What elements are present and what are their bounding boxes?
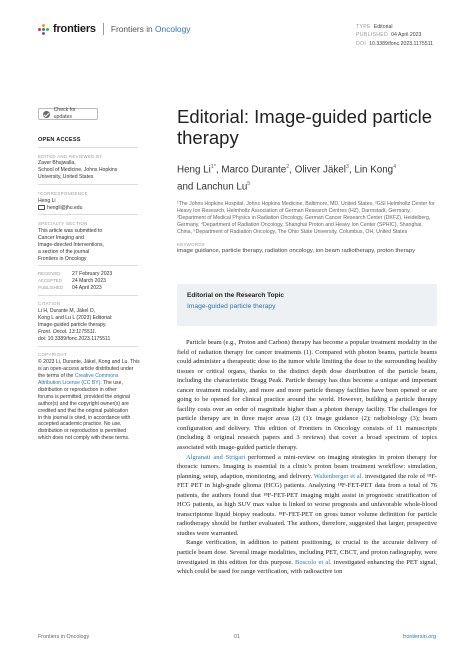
date-received: RECEIVED 27 February 2023 <box>38 271 113 278</box>
reference-link[interactable]: Algranati and Strigari <box>186 453 246 461</box>
divider <box>38 346 138 347</box>
affiliations: ¹The Johns Hopkins Hospital, Johns Hopkins Medicine, Baltimore, MD, United States, ²GSI Helmholtz Center for Heavy Ion Research, Helmholtz Association of German Research Centres (HZ), Darmstadt, Germany, ³Department of Medical Physics in Radiation Oncology, German Cancer Research Center (DKFZ), Heidelberg, Germany, ⁴Department of Radiation Oncology, Shanghai Proton and Heavy Ion Center (SPHIC), Shanghai, China, ⁵Department of Radiation Oncology, The Ohio State University, Columbus, OH, United States <box>177 200 435 236</box>
check-for-updates-label: Check for updates <box>53 107 76 120</box>
copyright-text: distribution or reproduction in other <box>38 386 117 393</box>
journal-name: Frontiers in Oncology <box>110 24 191 34</box>
footer-journal: Frontiers in Oncology <box>38 634 90 640</box>
citation-doi: doi: 10.3389/fonc.2023.1175511 <box>38 335 111 342</box>
correspondence-email[interactable]: hengli@jhu.edu <box>38 205 138 212</box>
frontiers-logo[interactable] <box>38 23 190 35</box>
author-li: Heng Li <box>177 164 211 176</box>
correspondence-label: *CORRESPONDENCE <box>38 190 88 196</box>
frontiers-logo-icon <box>38 24 49 35</box>
edited-by-label: EDITED AND REVIEWED BY <box>38 153 103 159</box>
page-header <box>0 0 474 58</box>
cc-license-link[interactable]: Attribution License (CC BY) <box>38 380 101 387</box>
copyright-label: COPYRIGHT <box>38 352 67 358</box>
copyright-text: which does not comply with these terms. <box>38 435 130 442</box>
specialty-text: Frontiers in Oncology <box>38 255 87 262</box>
divider <box>38 214 138 215</box>
body-paragraph: Algranati and Strigari performed a mini-review on imaging strategies in proton therapy for thoracic tumors. Imaging is essential in a clinic’s proton beam treatment workflow: simulation, planning, setup, adaption, monitoring, and delivery. Waltenberger et al. investigated the role of ¹⁸F-FET PET in high-grade glioma (HCG) patients. Analyzing ¹⁸F-FET-PET data from a total of 76 patients, the authors found that ¹⁸F-FET-PET imaging might assist in prognostic stratification of HCG patients, as high SUV max value is linked to worse prognosis and unfavorable whole-blood transcriptome liquid biopsy readouts. ¹⁸F-FET-PET on gross tumor volume definition for particle radiotherapy should be further evaluated. The authors, therefore, suggested that larger, prospective studies were warranted. <box>177 453 437 537</box>
reference-link[interactable]: Boscolo et al. <box>295 558 332 566</box>
copyright-text: in this journal is cited, in accordance with <box>38 414 131 421</box>
article-dates <box>38 271 138 292</box>
cc-license-link[interactable]: Creative Commons <box>74 373 119 380</box>
copyright-text: credited and that the original publication <box>38 407 129 414</box>
check-for-updates-button[interactable] <box>38 108 98 120</box>
page-number: 01 <box>234 634 240 640</box>
editor-name: Zaver Bhujwalla, <box>38 160 76 167</box>
specialty-text: This article was submitted to <box>38 227 103 234</box>
specialty-text: Cancer Imaging and <box>38 234 84 241</box>
copyright-text: forums is permitted, provided the original <box>38 393 131 400</box>
date-accepted: ACCEPTED 24 March 2023 <box>38 277 106 284</box>
article-meta <box>356 23 433 48</box>
divider <box>38 184 138 185</box>
meta-doi: DOI 10.3389/fonc.2023.1175511 <box>356 40 433 47</box>
copyright-text: the terms of the Creative Commons <box>38 373 119 380</box>
meta-type: TYPE Editorial <box>356 24 393 30</box>
body-paragraph: Particle beam (e.g., Proton and Carbon) therapy has become a popular treatment modality in the field of radiation therapy for cancer treatments (1). Compared with photon beams, particle beams could administer a therapeutic dose to the tumor while limiting the dose to the surrounding healthy tissues or critical organs, thanks to the distinct depth dose distribution of the particle beam, including the characteristic Bragg Peak. Particle therapy has thus become a unique and important cancer treatment modality, and more and more particle therapy facilities have been opened or are going to be opened for clinical practice around the world. However, building a particle therapy facility costs over an order of magnitude higher than a photon therapy facility. The challenges for particle therapy are in three major areas (2) (1): image guidance (2); radiobiology (3); beam configuration and delivery. This edition of Frontiers in Oncology consists of 11 manuscripts (including 8 original research papers and 3 reviews) that cover a broad spectrum of topics associated with image-guided particle therapy. <box>177 339 437 452</box>
article-sidebar <box>38 108 138 442</box>
open-access-label: OPEN ACCESS <box>38 137 81 143</box>
citation-label: CITATION <box>38 301 61 307</box>
citation-text: Li H, Durante M, Jäkel O, <box>38 308 96 315</box>
correspondence-name: Heng Li <box>38 197 56 204</box>
divider <box>38 147 138 148</box>
keywords: image guidance, particle therapy, radiation oncology, ion beam radiotherapy, proton therapy <box>177 247 416 254</box>
citation-text: Front. Oncol. 13:1175511. <box>38 329 97 335</box>
copyright-text: distribution or reproduction is permitted <box>38 428 127 435</box>
divider <box>38 265 138 266</box>
copyright-text: is an open-access article distributed under <box>38 366 134 373</box>
citation-text: Image-guided particle therapy. <box>38 322 107 329</box>
research-topic-heading: Editorial on the Research Topic <box>187 292 285 299</box>
meta-published: PUBLISHED 04 April 2023 <box>356 32 422 39</box>
editor-affiliation: University, United States <box>38 174 94 181</box>
envelope-icon <box>38 205 45 210</box>
copyright-text: © 2023 Li, Durante, Jäkel, Kong and Lu. This <box>38 359 140 366</box>
research-topic-box <box>177 284 437 326</box>
author-list: Heng $Li^{1*}$, Marco Durante$^2$, Oliver Jäkel$^3$, Lin Kong$^4$ and Lanchun Lu$^5$ <box>177 164 397 193</box>
divider <box>38 295 138 296</box>
copyright-text: accepted academic practice. No use, <box>38 421 122 428</box>
specialty-section-label: SPECIALTY SECTION <box>38 221 88 227</box>
editor-affiliation: School of Medicine, Johns Hopkins <box>38 167 118 174</box>
reference-link[interactable]: Waltenberger et al. <box>313 472 364 480</box>
body-paragraph: Range verification, in addition to patient positioning, is crucial to the accurate delivery of particle beam dose. Several image modalities, including PET, CBCT, and proton radiography, were investigated in this edition for this purpose. Boscolo et al. investigated enhancing the PET signal, which could be used for range verification, with radioactive ion <box>177 539 437 576</box>
article-header <box>177 106 437 255</box>
article-title: Editorial: Image-guided particle therapy <box>177 106 433 148</box>
specialty-text: Image-directed Interventions, <box>38 241 104 248</box>
brand-name: frontiers <box>53 23 96 35</box>
keywords-label: KEYWORDS <box>177 241 206 247</box>
specialty-text: a section of the journal <box>38 248 90 255</box>
check-circle-icon <box>43 111 50 118</box>
article-body <box>177 338 437 577</box>
citation-text: Kong L and Lu L (2023) Editorial: <box>38 315 113 322</box>
copyright-text: Attribution License (CC BY). The use, <box>38 380 123 387</box>
footer-site-link[interactable]: frontiersin.org <box>403 634 436 640</box>
logo-divider <box>103 23 104 35</box>
copyright-text: author(s) and the copyright owner(s) are <box>38 400 129 407</box>
date-published: PUBLISHED 04 April 2023 <box>38 284 102 291</box>
research-topic-link[interactable]: Image-guided particle therapy <box>187 303 276 310</box>
